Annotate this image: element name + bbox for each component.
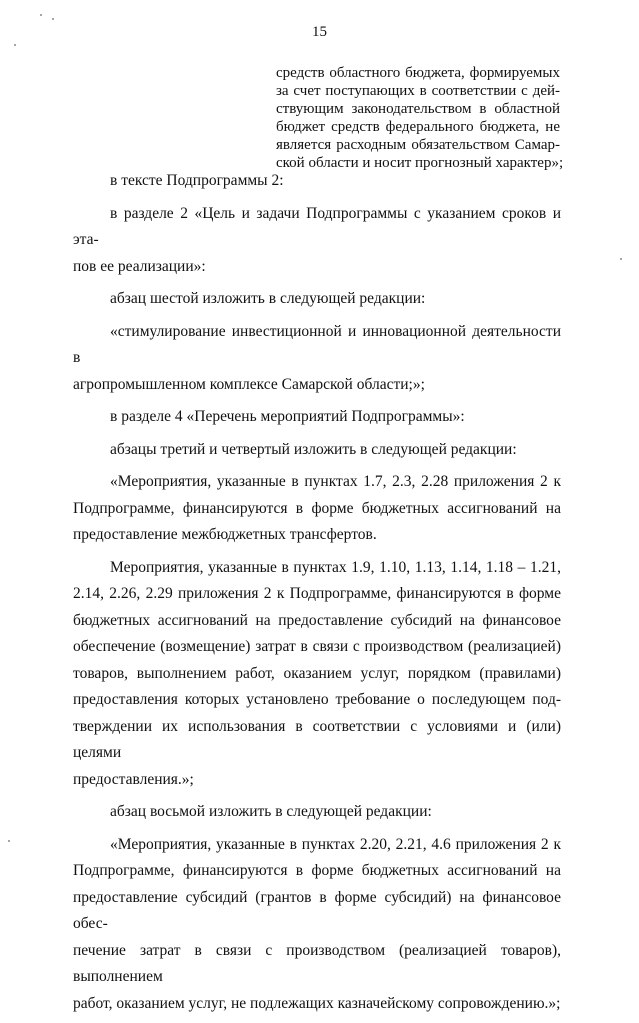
paragraph-line: предоставление субсидий (грантов в форме субсидий) на финансовое обес- [73, 888, 561, 932]
quote-line: средств областного бюджета, формируемых [276, 65, 560, 81]
paragraph-line: печение затрат в связи с производством (реализацией товаров), выполнением [73, 941, 561, 985]
quote-line: ской области и носит прогнозный характер»; [276, 155, 564, 171]
quote-line: является расходным обязательством Самар- [276, 137, 560, 153]
scan-speck [40, 14, 42, 16]
paragraph-line: абзацы третий и четвертый изложить в следующей редакции: [110, 440, 517, 458]
paragraph-line: предоставления которых установлено требование о последующем под- [73, 691, 561, 708]
paragraph-line: предоставления.»; [73, 770, 194, 788]
paragraph-line: 2.14, 2.26, 2.29 приложения 2 к Подпрограмме, финансируются в форме [73, 585, 561, 602]
paragraph [73, 555, 561, 794]
scan-speck [620, 258, 622, 260]
paragraph [73, 469, 561, 549]
paragraph-line: Подпрограмме, финансируются в форме бюджетных ассигнований на [73, 499, 561, 517]
paragraph [73, 832, 561, 1018]
paragraph-line: абзац восьмой изложить в следующей редакции: [110, 803, 432, 820]
paragraph-line: тверждении их использования в соответствии с условиями и (или) целями [73, 717, 561, 761]
paragraph-line: Мероприятия, указанные в пунктах 1.9, 1.10, 1.13, 1.14, 1.18 – 1.21, [110, 558, 561, 576]
paragraph [73, 286, 561, 313]
scan-speck [52, 18, 54, 20]
quote-line: бюджет средств федерального бюджета, не [276, 119, 560, 135]
paragraph-line: предоставление межбюджетных трансфертов. [73, 526, 377, 543]
paragraph [73, 799, 561, 826]
quote-line: ствующим законодательством в областной [276, 101, 560, 117]
quote-block [276, 64, 564, 172]
paragraph [73, 319, 561, 399]
paragraph [73, 168, 561, 195]
page-number: 15 [312, 24, 327, 40]
paragraph-line: абзац шестой изложить в следующей редакции: [110, 290, 426, 307]
paragraph-line: «стимулирование инвестиционной и инновационной деятельности в [73, 322, 561, 366]
paragraph-line: Подпрограмме, финансируются в форме бюджетных ассигнований на [73, 862, 561, 879]
paragraph-line: товаров, выполнением работ, оказанием услуг, порядком (правилами) [73, 664, 561, 682]
quote-line: за счет поступающих в соответствии с дей- [276, 83, 560, 99]
document-body [73, 168, 561, 1023]
paragraph-line: агропромышленном комплексе Самарской области;»; [73, 375, 425, 393]
paragraph [73, 404, 561, 431]
paragraph-line: работ, оказанием услуг, не подлежащих казначейскому сопровождению.»; [73, 994, 561, 1012]
paragraph-line: в разделе 4 «Перечень мероприятий Подпрограммы»: [110, 408, 465, 425]
scan-speck [8, 840, 10, 842]
paragraph-line: в разделе 2 «Цель и задачи Подпрограммы с указанием сроков и эта- [73, 204, 561, 248]
paragraph-line: «Мероприятия, указанные в пунктах 2.20, 2.21, 4.6 приложения 2 к [110, 835, 561, 853]
paragraph [73, 437, 561, 464]
paragraph-line: бюджетных ассигнований на предоставление субсидий на финансовое [73, 611, 561, 629]
paragraph [73, 201, 561, 281]
paragraph-line: «Мероприятия, указанные в пунктах 1.7, 2.3, 2.28 приложения 2 к [110, 473, 561, 490]
paragraph-line: обеспечение (возмещение) затрат в связи с производством (реализацией) [73, 638, 561, 655]
paragraph-line: пов ее реализации»: [73, 257, 206, 275]
scan-speck [14, 44, 16, 46]
paragraph-line: в тексте Подпрограммы 2: [110, 172, 284, 189]
